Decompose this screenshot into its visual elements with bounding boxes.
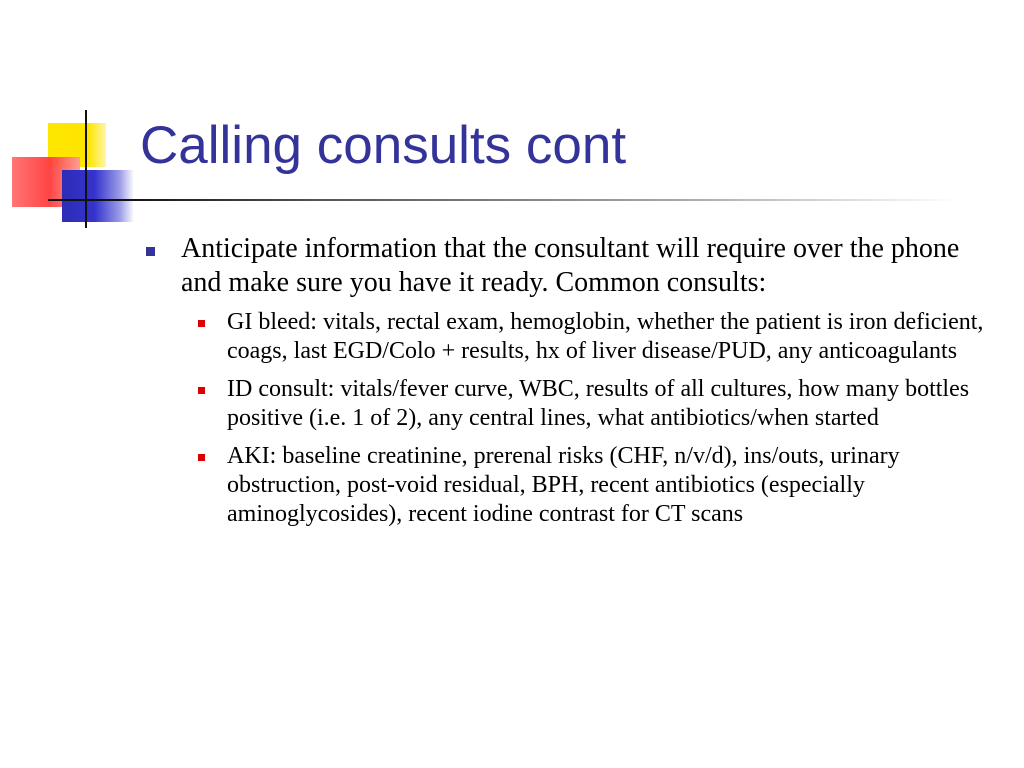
- bullet-text: Anticipate information that the consultant will require over the phone and make sure you have it ready. Common consults:: [181, 233, 960, 298]
- title-underline: [48, 199, 960, 201]
- square-bullet-icon: [198, 454, 205, 461]
- sub-bullet-item: [181, 308, 1000, 366]
- bullet-list: [140, 232, 1000, 529]
- sub-bullet-text-aki: AKI: baseline creatinine, prerenal risks (CHF, n/v/d), ins/outs, urinary obstruction, post-void residual, BPH, recent antibiotics (especially aminoglycosides), recent iodine contrast for CT scans: [227, 443, 900, 527]
- sub-bullet-list: [181, 308, 1000, 529]
- decorative-corner-logo: [0, 0, 140, 230]
- sub-bullet-item: [181, 442, 1000, 529]
- sub-bullet-text-id-consult: ID consult: vitals/fever curve, WBC, results of all cultures, how many bottles positive (i.e. 1 of 2), any central lines, what antibiotics/when started: [227, 376, 970, 431]
- square-bullet-icon: [198, 320, 205, 327]
- square-bullet-icon: [198, 387, 205, 394]
- sub-bullet-item: [181, 375, 1000, 433]
- blue-square-shape: [62, 170, 134, 222]
- vertical-divider-line: [85, 110, 87, 228]
- sub-bullet-text-gi-bleed: GI bleed: vitals, rectal exam, hemoglobin, whether the patient is iron deficient, coags, last EGD/Colo + results, hx of liver disease/PUD, any anticoagulants: [227, 309, 984, 364]
- square-bullet-icon: [146, 247, 155, 256]
- slide-title: Calling consults cont: [140, 116, 627, 175]
- slide-body: [140, 232, 1000, 538]
- bullet-item: [140, 232, 1000, 529]
